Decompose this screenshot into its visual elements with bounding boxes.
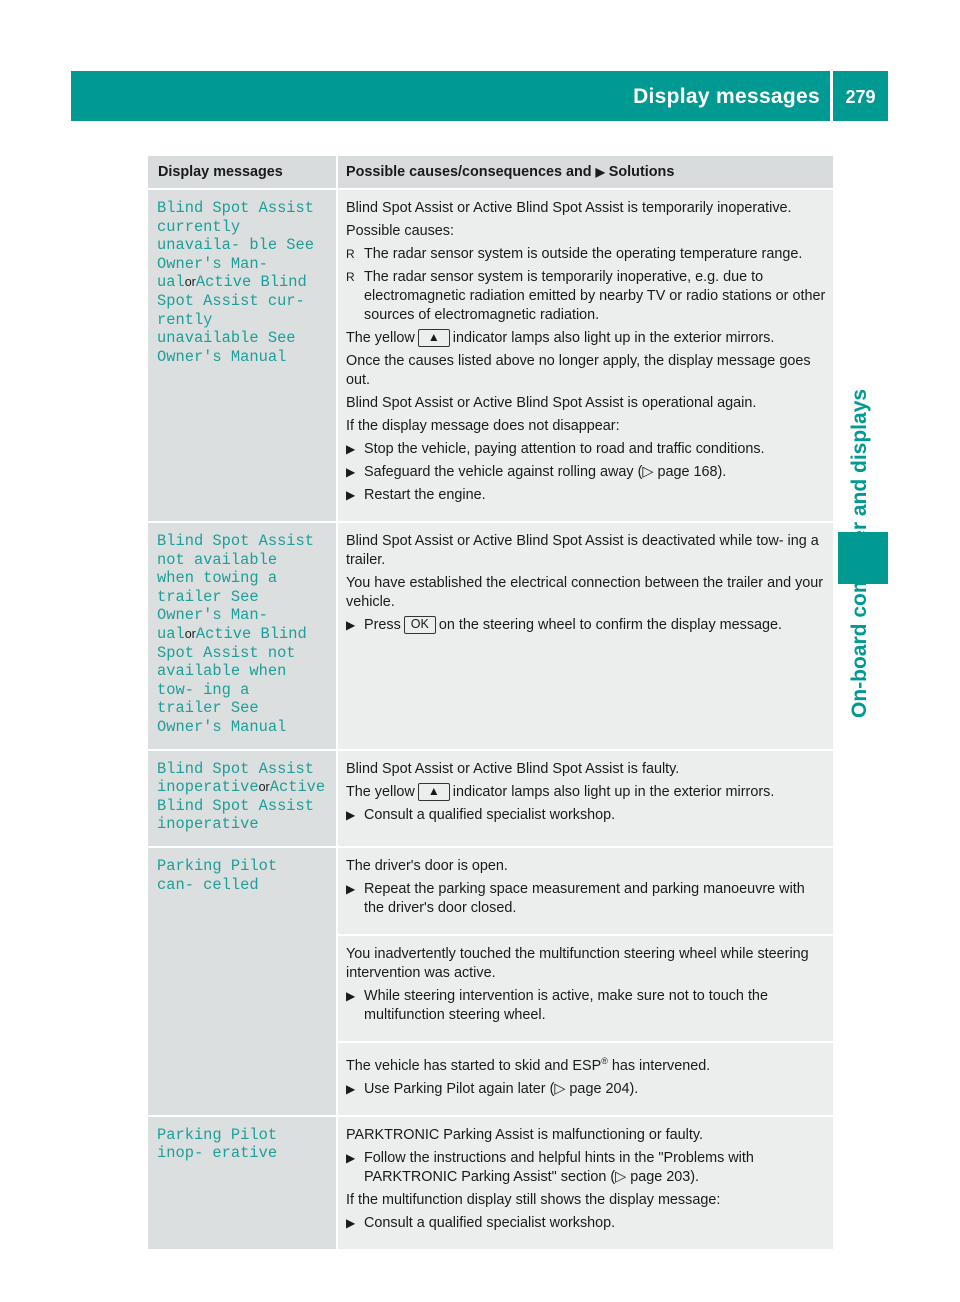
solution-cell <box>336 1043 833 1115</box>
step-item: ▶ Stop the vehicle, paying attention to road and traffic conditions. <box>346 441 765 457</box>
display-message-cell <box>148 523 336 749</box>
step-item: ▶ Consult a qualified specialist workshop. <box>346 1214 616 1231</box>
step-item: ▶ Repeat the parking space measurement and parking manoeuvre with the driver's door closed. <box>346 880 805 916</box>
table-row <box>148 751 833 846</box>
display-message: Parking Pilot inop‐ erative <box>157 1125 278 1163</box>
cause-text: Blind Spot Assist or Active Blind Spot Assist is deactivated while tow‐ ing a trailer. <box>346 533 819 568</box>
step-arrow-icon: ▶ <box>595 165 605 179</box>
table-row <box>148 1117 833 1249</box>
cause-text: Possible causes: <box>346 223 454 239</box>
cause-text: Blind Spot Assist or Active Blind Spot Assist is temporarily inoperative. <box>346 200 792 216</box>
solution-cell <box>336 190 833 521</box>
display-message: Blind Spot Assist not available when towing a trailer See Owner's Man‐ ualorActive Blind Spot Assist not available when tow‐ ing a trailer See Owner's Manual <box>157 532 315 736</box>
display-message-cell <box>148 1117 336 1249</box>
header-display-messages: Display messages <box>148 156 336 188</box>
table-row <box>148 190 833 521</box>
header-causes-solutions: Possible causes/consequences and ▶ Solutions <box>336 156 833 188</box>
solution-cell <box>336 936 833 1041</box>
cause-text: If the display message does not disappear: <box>346 418 620 434</box>
ok-button-icon: OK <box>404 616 436 634</box>
step-item: ▶ Press OK on the steering wheel to confirm the display message. <box>346 617 783 633</box>
cause-text: If the multifunction display still shows the display message: <box>346 1191 721 1208</box>
cause-text: The yellow ▲ indicator lamps also light up in the exterior mirrors. <box>346 783 775 800</box>
step-item: ▶ Safeguard the vehicle against rolling away (▷ page 168). <box>346 464 727 480</box>
side-tab <box>835 170 885 720</box>
display-message: Parking Pilot can‐ celled <box>157 856 278 894</box>
bullet-item: R The radar sensor system is outside the operating temperature range. <box>346 246 803 262</box>
display-message: Blind Spot Assist inoperativeorActive Blind Spot Assist inoperative <box>157 759 326 834</box>
step-item: ▶ Use Parking Pilot again later (▷ page 204). <box>346 1080 639 1097</box>
cause-text: You have established the electrical connection between the trailer and your vehicle. <box>346 575 824 610</box>
cause-text: Blind Spot Assist or Active Blind Spot Assist is faulty. <box>346 760 680 777</box>
display-message-cell <box>148 190 336 521</box>
page-title: Display messages <box>633 85 820 108</box>
solution-cell <box>336 1117 833 1249</box>
step-item: ▶ While steering intervention is active, make sure not to touch the multifunction steering wheel. <box>346 987 768 1023</box>
cause-text: Once the causes listed above no longer apply, the display message goes out. <box>346 353 811 388</box>
warning-lamp-icon: ▲ <box>418 329 450 347</box>
page-number: 279 <box>845 87 876 107</box>
display-message-cell <box>148 848 336 1115</box>
table-row <box>148 848 833 934</box>
step-item: ▶ Consult a qualified specialist workshop. <box>346 806 616 823</box>
display-message-cell <box>148 751 336 846</box>
page-header <box>71 71 888 121</box>
table-header-row <box>148 156 833 188</box>
solution-cell <box>336 751 833 846</box>
cause-text: PARKTRONIC Parking Assist is malfunctioning or faulty. <box>346 1126 703 1143</box>
bullet-item: R The radar sensor system is temporarily inoperative, e.g. due to electromagnetic radiation emitted by nearby TV or radio stations or other sources of electromagnetic radiation. <box>346 269 826 323</box>
warning-lamp-icon: ▲ <box>418 783 450 801</box>
cause-text: The yellow ▲ indicator lamps also light up in the exterior mirrors. <box>346 330 775 346</box>
step-item: ▶ Restart the engine. <box>346 487 486 503</box>
step-item: ▶ Follow the instructions and helpful hints in the "Problems with PARKTRONIC Parking Assist" section (▷ page 203). <box>346 1149 754 1185</box>
side-tab-marker <box>838 532 888 584</box>
cause-text: The driver's door is open. <box>346 857 508 874</box>
cause-text: Blind Spot Assist or Active Blind Spot Assist is operational again. <box>346 395 757 411</box>
solution-cell <box>336 848 833 934</box>
display-message: Blind Spot Assist currently unavaila‐ ble See Owner's Man‐ ualorActive Blind Spot Assist cur‐ rently unavailable See Owner's Manual <box>157 199 315 366</box>
table-row <box>148 523 833 749</box>
cause-text: The vehicle has started to skid and ESP® has intervened. <box>346 1055 711 1074</box>
solution-cell <box>336 523 833 749</box>
cause-text: You inadvertently touched the multifunction steering wheel while steering intervention was active. <box>346 945 809 981</box>
display-messages-table <box>148 154 833 1251</box>
